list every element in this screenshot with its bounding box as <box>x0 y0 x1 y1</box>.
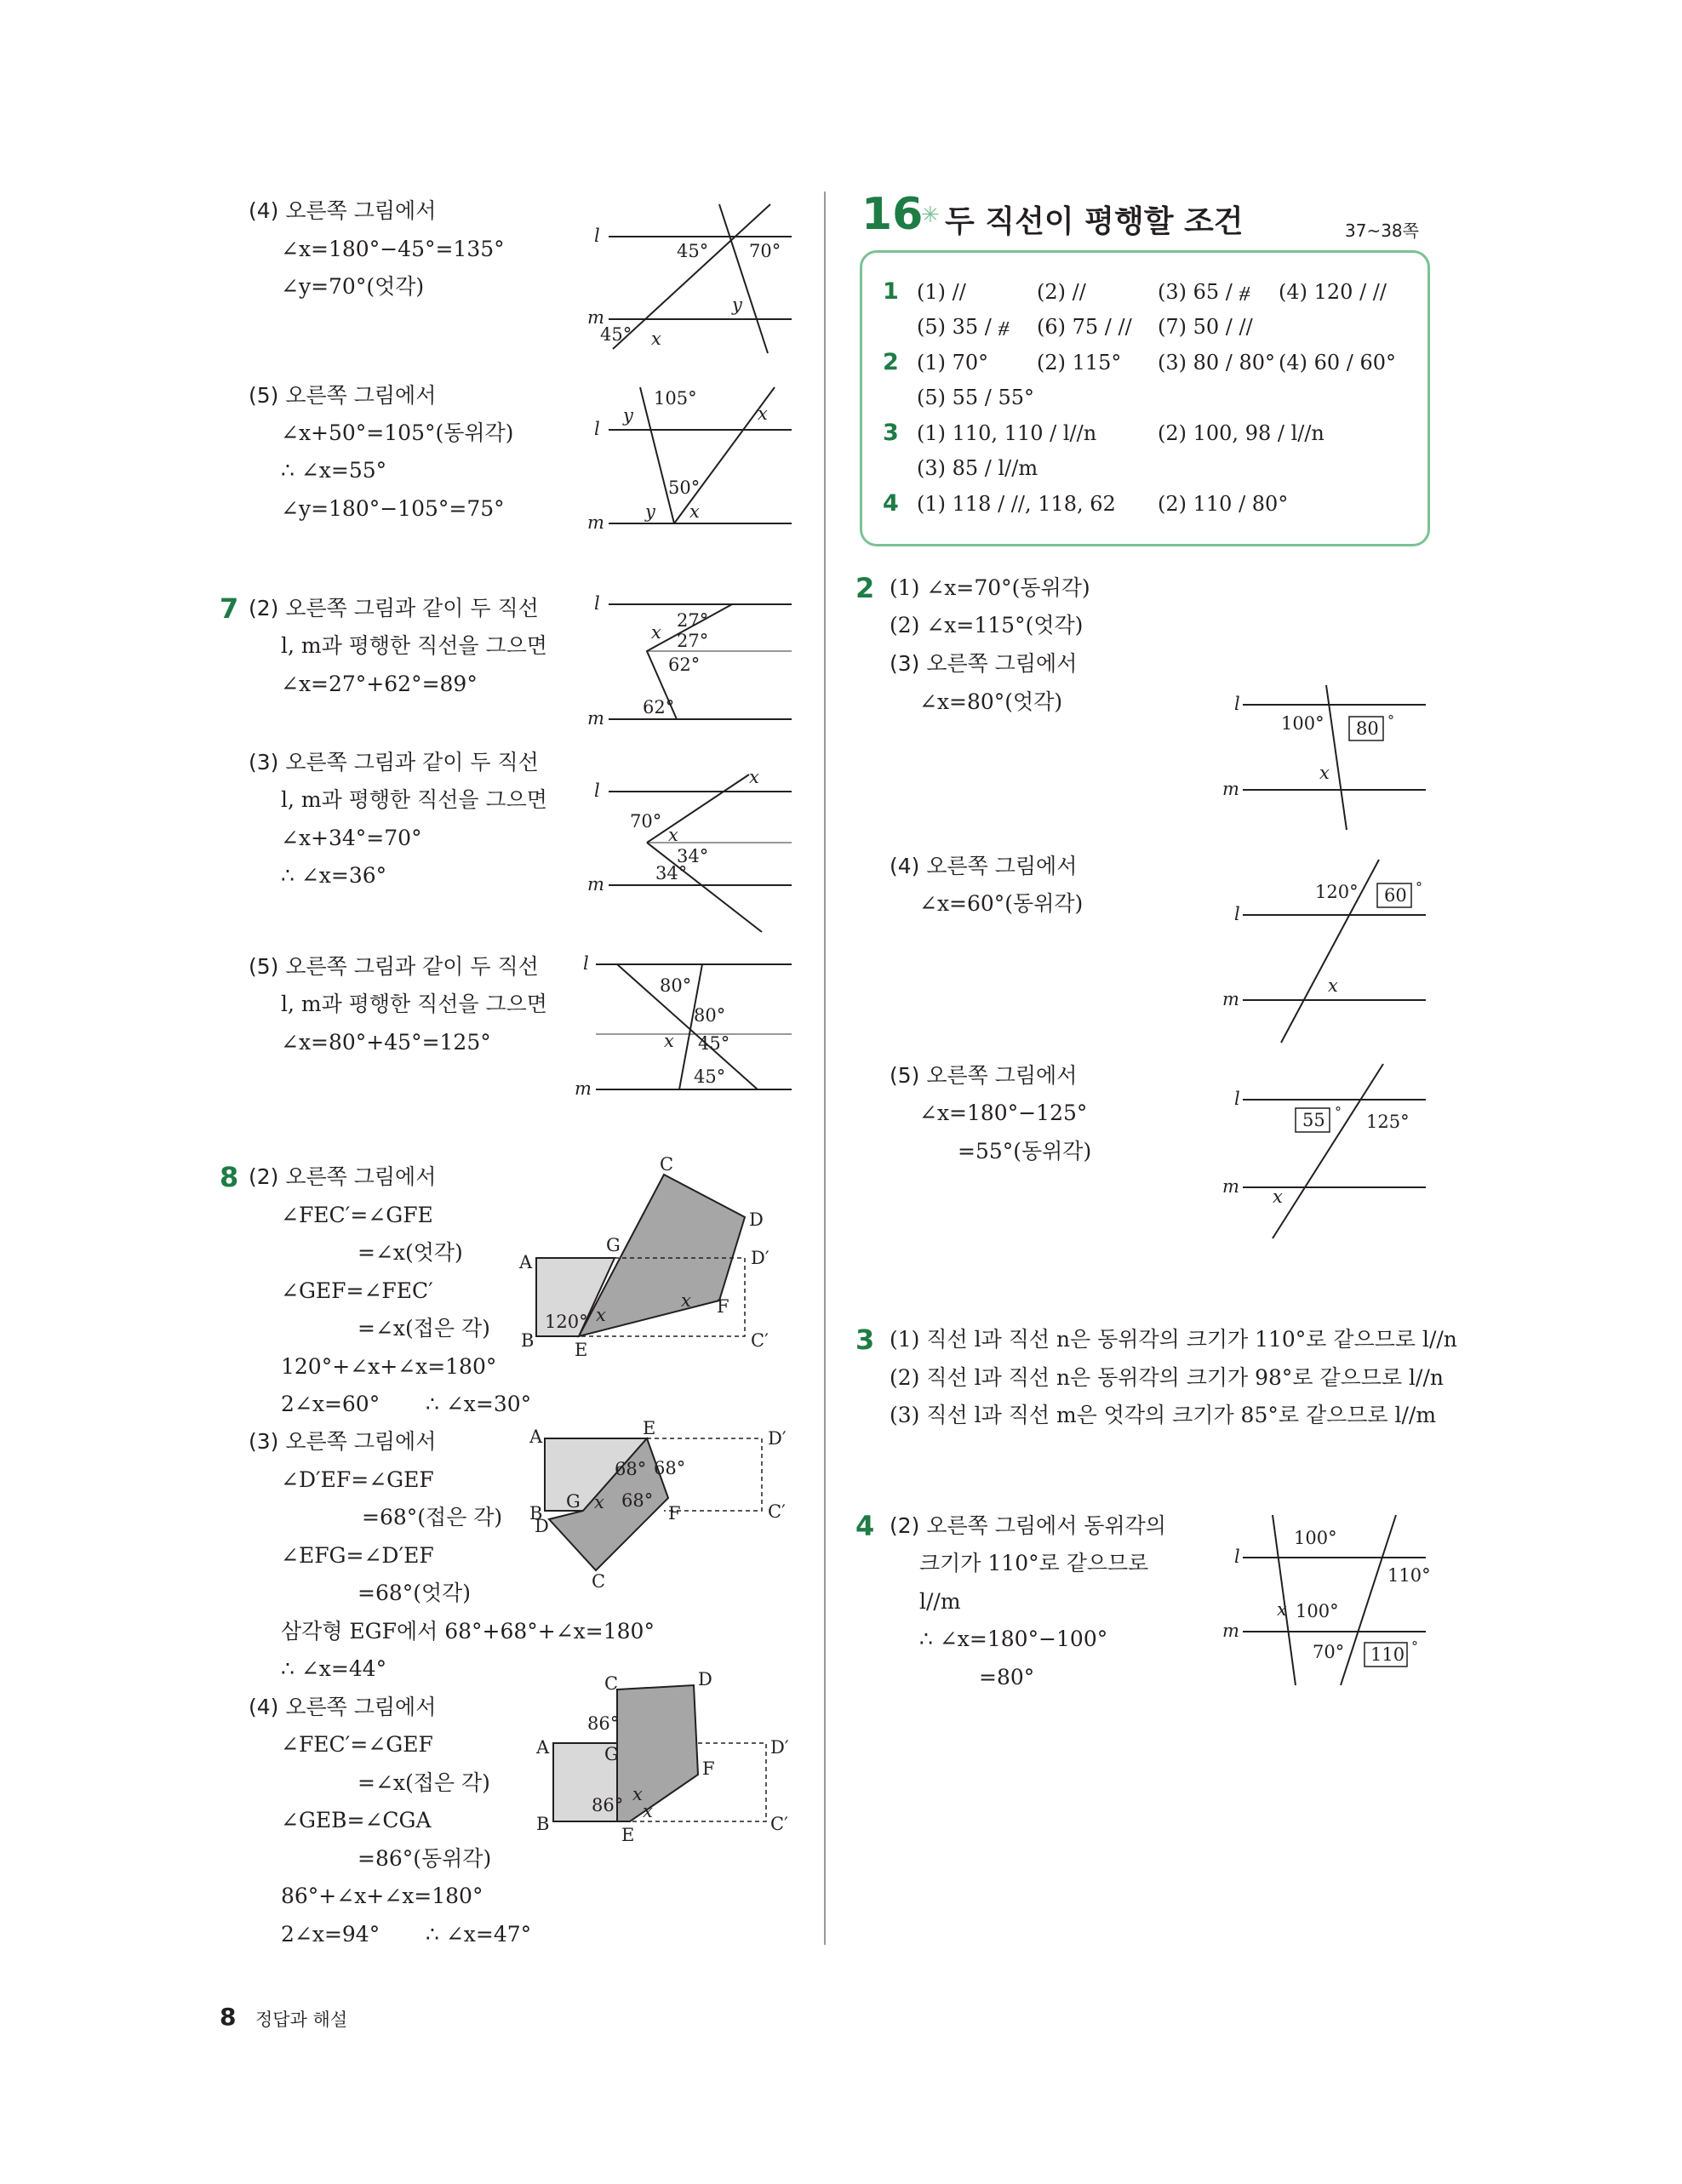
q7-number: 7 <box>220 592 239 625</box>
svg-text:D: D <box>535 1516 549 1536</box>
svg-text:l: l <box>1234 694 1240 714</box>
q8-2-line6: 2∠x=60° <box>281 1392 380 1416</box>
svg-text:l: l <box>594 593 600 614</box>
svg-text:F: F <box>717 1296 729 1317</box>
svg-text:m: m <box>587 307 604 328</box>
svg-text:70°: 70° <box>1313 1642 1345 1662</box>
svg-text:45°: 45° <box>694 1066 726 1087</box>
column-divider <box>824 192 826 1945</box>
r-q2-3a: ∠x=80°(엇각) <box>919 689 1063 714</box>
svg-text:x: x <box>596 1305 606 1325</box>
svg-text:G: G <box>604 1744 619 1764</box>
svg-text:x: x <box>1319 763 1330 783</box>
q7-2-line1: l, m과 평행한 직선을 그으면 <box>281 633 547 658</box>
svg-text:68°: 68° <box>615 1459 647 1479</box>
ans-q1-1: (1) // <box>917 280 966 304</box>
svg-text:34°: 34° <box>677 846 709 866</box>
svg-text:68°: 68° <box>621 1490 654 1511</box>
q8-3-line3: ∠EFG=∠D′EF <box>281 1543 434 1568</box>
svg-text:l: l <box>583 953 589 974</box>
ans-q2-number: 2 <box>883 349 899 375</box>
q6-5-line1: ∠x+50°=105°(동위각) <box>281 420 514 445</box>
svg-text:°: ° <box>1416 879 1422 895</box>
svg-text:62°: 62° <box>668 655 701 675</box>
svg-text:x: x <box>1277 1599 1287 1620</box>
svg-text:x: x <box>1273 1186 1283 1207</box>
svg-text:125°: 125° <box>1366 1112 1410 1132</box>
figure-folded-paper-1 <box>511 1154 800 1360</box>
ans-q4-number: 4 <box>883 490 899 517</box>
figure-parallel-lines-2 <box>579 379 800 532</box>
r-q4-1: (2) 오른쪽 그림에서 동위각의 <box>890 1513 1166 1538</box>
q8-3-line5: 삼각형 EGF에서 68°+68°+∠x=180° <box>281 1619 655 1644</box>
r-q3-1: (1) 직선 l과 직선 n은 동위각의 크기가 110°로 같으므로 l//n <box>890 1327 1457 1352</box>
q6-4-line2: ∠y=70°(엇각) <box>281 274 425 299</box>
figure-parallel-lines-7 <box>1209 851 1430 1047</box>
svg-text:m: m <box>1222 989 1239 1009</box>
ans-q1-5: (5) 35 / ⧣ <box>917 315 1010 339</box>
r-q2-5b: =55°(동위각) <box>958 1139 1092 1163</box>
q8-2-line2: =∠x(엇각) <box>358 1240 463 1265</box>
ans-q2-4: (4) 60 / 60° <box>1279 351 1397 374</box>
svg-text:x: x <box>758 403 768 424</box>
svg-text:60: 60 <box>1384 885 1407 906</box>
svg-text:45°: 45° <box>677 241 709 261</box>
svg-text:E: E <box>621 1825 635 1845</box>
svg-text:110°: 110° <box>1387 1565 1431 1586</box>
section-pages: 37~38쪽 <box>1345 220 1419 241</box>
svg-text:110: 110 <box>1370 1644 1405 1665</box>
ans-q2-2: (2) 115° <box>1037 351 1122 374</box>
r-q3-3: (3) 직선 l과 직선 m은 엇각의 크기가 85°로 같으므로 l//m <box>890 1403 1437 1427</box>
svg-text:y: y <box>732 294 742 315</box>
q8-3-line6: ∴ ∠x=44° <box>281 1656 387 1681</box>
svg-text:70°: 70° <box>630 811 662 832</box>
q8-number: 8 <box>220 1161 239 1193</box>
r-q4-4: ∴ ∠x=180°−100° <box>919 1627 1108 1651</box>
ans-q4-2: (2) 110 / 80° <box>1158 492 1289 516</box>
svg-text:C′: C′ <box>768 1501 786 1522</box>
figure-parallel-lines-6 <box>1209 681 1430 834</box>
svg-text:68°: 68° <box>654 1458 686 1478</box>
svg-text:l: l <box>1234 1089 1240 1109</box>
r-q4-3: l//m <box>919 1589 961 1614</box>
svg-text:105°: 105° <box>654 388 697 409</box>
q7-2-line2: ∠x=27°+62°=89° <box>281 672 478 696</box>
r-q3-number: 3 <box>855 1324 875 1356</box>
svg-text:B: B <box>529 1503 543 1524</box>
figure-parallel-lines-3 <box>579 587 800 732</box>
q8-4-line7: ∴ ∠x=47° <box>426 1922 532 1947</box>
svg-text:A: A <box>536 1737 550 1758</box>
svg-text:°: ° <box>1387 712 1394 729</box>
svg-text:C: C <box>660 1154 674 1175</box>
svg-text:80: 80 <box>1356 718 1379 739</box>
ans-q3-number: 3 <box>883 420 899 446</box>
svg-text:x: x <box>681 1290 691 1311</box>
r-q3-2: (2) 직선 l과 직선 n은 동위각의 크기가 98°로 같으므로 l//n <box>890 1365 1444 1390</box>
q7-3-label: (3) 오른쪽 그림과 같이 두 직선 <box>249 750 539 775</box>
q8-2-label: (2) 오른쪽 그림에서 <box>249 1164 437 1189</box>
svg-text:l: l <box>594 419 600 439</box>
svg-text:C: C <box>604 1673 619 1694</box>
ans-q1-3: (3) 65 / ⧣ <box>1158 280 1251 304</box>
svg-text:27°: 27° <box>677 610 709 631</box>
svg-text:55: 55 <box>1302 1110 1325 1130</box>
r-q2-3: (3) 오른쪽 그림에서 <box>890 651 1078 676</box>
r-q2-2: (2) ∠x=115°(엇각) <box>890 613 1084 637</box>
svg-text:m: m <box>587 708 604 729</box>
q6-5-line2: ∴ ∠x=55° <box>281 458 387 483</box>
q8-4-line3: ∠GEB=∠CGA <box>281 1808 432 1832</box>
section-title: 두 직선이 평행할 조건 <box>945 204 1244 239</box>
figure-parallel-lines-9 <box>1209 1507 1430 1694</box>
svg-text:E: E <box>575 1340 588 1360</box>
svg-text:x: x <box>668 825 678 845</box>
svg-text:B: B <box>521 1330 535 1351</box>
figure-folded-paper-2 <box>519 1417 800 1592</box>
svg-text:D′: D′ <box>770 1737 789 1758</box>
svg-text:34°: 34° <box>655 863 688 883</box>
q8-2-line5: 120°+∠x+∠x=180° <box>281 1354 497 1379</box>
ans-q1-2: (2) // <box>1037 280 1086 304</box>
svg-text:D: D <box>698 1669 712 1689</box>
svg-text:G: G <box>606 1235 621 1255</box>
q6-5-line3: ∠y=180°−105°=75° <box>281 496 505 521</box>
svg-text:45°: 45° <box>600 324 632 345</box>
svg-text:120°: 120° <box>1315 882 1359 902</box>
r-q2-5a: ∠x=180°−125° <box>919 1101 1088 1125</box>
svg-text:m: m <box>587 512 604 533</box>
svg-text:y: y <box>645 501 655 522</box>
page-number: 8 <box>220 2003 237 2031</box>
svg-text:x: x <box>643 1801 653 1821</box>
svg-text:50°: 50° <box>668 477 701 498</box>
ans-q1-7: (7) 50 / // <box>1158 315 1253 339</box>
q8-3-label: (3) 오른쪽 그림에서 <box>249 1429 437 1454</box>
svg-text:°: ° <box>1335 1104 1342 1120</box>
svg-text:100°: 100° <box>1296 1601 1339 1621</box>
footer-label: 정답과 해설 <box>255 2010 348 2030</box>
q8-4-line5: 86°+∠x+∠x=180° <box>281 1884 483 1908</box>
svg-text:100°: 100° <box>1281 713 1324 734</box>
svg-text:D: D <box>749 1209 764 1230</box>
svg-text:80°: 80° <box>660 975 692 996</box>
svg-text:x: x <box>749 767 759 787</box>
svg-text:m: m <box>1222 779 1239 799</box>
section-star-icon: ✳ <box>921 203 940 228</box>
svg-text:B: B <box>536 1814 550 1834</box>
r-q4-number: 4 <box>855 1510 875 1542</box>
q8-4-line4: =86°(동위각) <box>358 1846 492 1871</box>
svg-text:°: ° <box>1411 1638 1418 1655</box>
svg-text:E: E <box>643 1418 656 1438</box>
q8-2-line3: ∠GEF=∠FEC′ <box>281 1278 433 1303</box>
r-q2-4a: ∠x=60°(동위각) <box>919 891 1084 916</box>
ans-q2-5: (5) 55 / 55° <box>917 386 1035 409</box>
q7-3-line1: l, m과 평행한 직선을 그으면 <box>281 787 547 812</box>
q8-4-line2: =∠x(접은 각) <box>358 1770 490 1795</box>
svg-text:m: m <box>575 1078 592 1099</box>
svg-text:C′: C′ <box>770 1814 788 1834</box>
svg-text:x: x <box>651 329 661 349</box>
svg-text:y: y <box>623 405 633 426</box>
r-q4-2: 크기가 110°로 같으므로 <box>919 1551 1149 1575</box>
q8-2-line1: ∠FEC′=∠GFE <box>281 1203 433 1227</box>
svg-text:m: m <box>1222 1621 1239 1641</box>
q6-4-line1: ∠x=180°−45°=135° <box>281 237 505 261</box>
ans-q1-4: (4) 120 / // <box>1279 280 1387 304</box>
r-q2-1: (1) ∠x=70°(동위각) <box>890 575 1090 600</box>
svg-text:F: F <box>668 1503 681 1524</box>
svg-text:x: x <box>1328 975 1338 996</box>
ans-q3-3: (3) 85 / l//m <box>917 456 1038 480</box>
figure-parallel-lines-4 <box>579 758 800 936</box>
svg-text:A: A <box>529 1426 543 1447</box>
q7-5-line1: l, m과 평행한 직선을 그으면 <box>281 992 547 1016</box>
q8-4-line1: ∠FEC′=∠GEF <box>281 1732 433 1757</box>
r-q4-5: =80° <box>979 1665 1035 1689</box>
ans-q2-1: (1) 70° <box>917 351 989 374</box>
svg-text:C: C <box>592 1571 606 1592</box>
q6-4-label: (4) 오른쪽 그림에서 <box>249 198 437 223</box>
section-number: 16 <box>861 189 924 240</box>
q8-4-label: (4) 오른쪽 그림에서 <box>249 1695 437 1719</box>
svg-text:x: x <box>651 622 661 643</box>
svg-text:l: l <box>594 780 600 801</box>
svg-text:x: x <box>664 1031 674 1051</box>
svg-text:A: A <box>519 1252 533 1272</box>
figure-parallel-lines-8 <box>1209 1055 1430 1243</box>
svg-text:G: G <box>566 1491 581 1512</box>
q7-3-line3: ∴ ∠x=36° <box>281 863 387 888</box>
q8-3-line2: =68°(접은 각) <box>362 1505 503 1529</box>
svg-text:62°: 62° <box>643 697 675 718</box>
q8-2-line7: ∴ ∠x=30° <box>426 1392 532 1416</box>
svg-text:F: F <box>702 1758 715 1779</box>
svg-text:45°: 45° <box>698 1033 730 1054</box>
ans-q3-2: (2) 100, 98 / l//n <box>1158 421 1324 445</box>
svg-text:m: m <box>1222 1176 1239 1197</box>
svg-text:70°: 70° <box>749 241 781 261</box>
svg-text:86°: 86° <box>592 1795 624 1815</box>
ans-q4-1: (1) 118 / //, 118, 62 <box>917 492 1116 516</box>
q6-5-label: (5) 오른쪽 그림에서 <box>249 383 437 408</box>
q8-3-line1: ∠D′EF=∠GEF <box>281 1467 434 1492</box>
ans-q1-6: (6) 75 / // <box>1037 315 1132 339</box>
q7-3-line2: ∠x+34°=70° <box>281 826 422 850</box>
q7-5-line2: ∠x=80°+45°=125° <box>281 1030 491 1055</box>
svg-text:100°: 100° <box>1294 1528 1337 1548</box>
svg-text:86°: 86° <box>587 1713 620 1734</box>
q8-2-line4: =∠x(접은 각) <box>358 1316 490 1341</box>
figure-parallel-lines-1 <box>579 196 800 357</box>
r-q2-number: 2 <box>855 572 875 604</box>
svg-text:x: x <box>594 1492 604 1512</box>
svg-text:x: x <box>632 1784 643 1804</box>
q7-2-label: (2) 오른쪽 그림과 같이 두 직선 <box>249 596 539 620</box>
r-q2-5: (5) 오른쪽 그림에서 <box>890 1063 1078 1088</box>
q8-4-line6: 2∠x=94° <box>281 1922 380 1947</box>
svg-text:120°: 120° <box>545 1312 588 1332</box>
q7-5-label: (5) 오른쪽 그림과 같이 두 직선 <box>249 954 539 979</box>
svg-text:l: l <box>1234 904 1240 924</box>
figure-parallel-lines-5 <box>570 949 800 1098</box>
svg-text:C′: C′ <box>751 1330 769 1351</box>
q8-3-line4: =68°(엇각) <box>358 1581 472 1605</box>
svg-text:l: l <box>1234 1547 1240 1567</box>
svg-text:27°: 27° <box>677 631 709 651</box>
svg-text:80°: 80° <box>694 1005 726 1026</box>
svg-text:D′: D′ <box>768 1428 787 1449</box>
figure-folded-paper-3 <box>519 1668 800 1851</box>
ans-q1-number: 1 <box>883 278 899 305</box>
svg-text:l: l <box>594 226 600 246</box>
ans-q3-1: (1) 110, 110 / l//n <box>917 421 1097 445</box>
svg-text:x: x <box>689 501 700 522</box>
svg-text:m: m <box>587 874 604 895</box>
ans-q2-3: (3) 80 / 80° <box>1158 351 1276 374</box>
r-q2-4: (4) 오른쪽 그림에서 <box>890 854 1078 878</box>
svg-text:D′: D′ <box>751 1248 769 1268</box>
